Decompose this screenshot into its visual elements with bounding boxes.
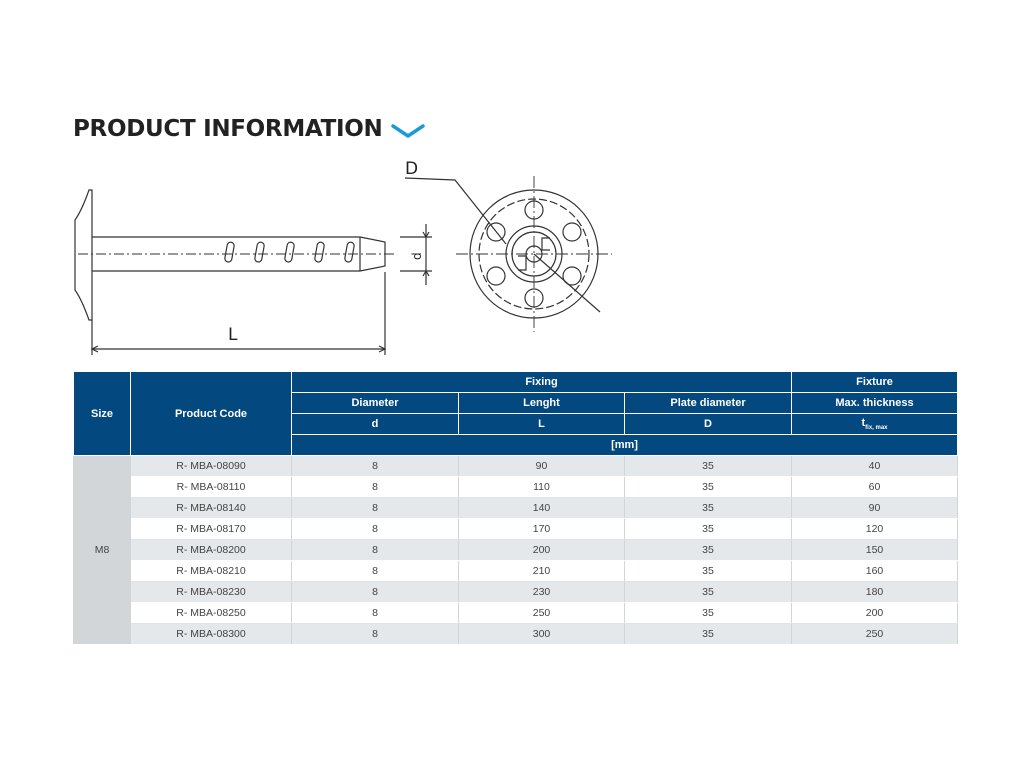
cell-d: 8 — [292, 519, 459, 540]
size-cell: M8 — [74, 456, 131, 645]
page-title: PRODUCT INFORMATION — [73, 116, 383, 142]
cell-l: 200 — [459, 540, 625, 561]
cell-d: 35 — [625, 624, 792, 645]
header-max-thickness: Max. thickness — [792, 393, 958, 414]
header-product-code: Product Code — [131, 372, 292, 456]
table-row — [74, 456, 958, 477]
table-row — [74, 582, 958, 603]
cell-d: 35 — [625, 477, 792, 498]
symbol-t-subscript: fix, max — [865, 425, 888, 431]
cell-l: 90 — [459, 456, 625, 477]
cell-l: 110 — [459, 477, 625, 498]
cell-t: 90 — [792, 498, 958, 519]
header-length: Lenght — [459, 393, 625, 414]
cell-d: 35 — [625, 582, 792, 603]
cell-code: R- MBA-08210 — [131, 561, 292, 582]
cell-l: 250 — [459, 603, 625, 624]
cell-l: 300 — [459, 624, 625, 645]
header-unit: [mm] — [292, 435, 958, 456]
header-symbol-L: L — [459, 414, 625, 435]
cell-l: 170 — [459, 519, 625, 540]
cell-d: 8 — [292, 456, 459, 477]
cell-code: R- MBA-08090 — [131, 456, 292, 477]
cell-d: 8 — [292, 561, 459, 582]
header-size: Size — [74, 372, 131, 456]
table-row — [74, 603, 958, 624]
cell-t: 150 — [792, 540, 958, 561]
header-symbol-t — [792, 414, 958, 435]
cell-d: 35 — [625, 603, 792, 624]
drawing-label-L: L — [228, 325, 238, 345]
header-group-fixture: Fixture — [792, 372, 958, 393]
cell-d: 35 — [625, 519, 792, 540]
drawing-label-D: D — [405, 159, 419, 179]
cell-t: 120 — [792, 519, 958, 540]
cell-t: 160 — [792, 561, 958, 582]
table-body — [74, 456, 958, 645]
cell-t: 60 — [792, 477, 958, 498]
header-symbol-D: D — [625, 414, 792, 435]
cell-code: R- MBA-08200 — [131, 540, 292, 561]
cell-code: R- MBA-08300 — [131, 624, 292, 645]
chevron-down-icon[interactable] — [391, 123, 425, 139]
table-row — [74, 624, 958, 645]
cell-code: R- MBA-08250 — [131, 603, 292, 624]
technical-drawing — [60, 150, 620, 360]
cell-t: 40 — [792, 456, 958, 477]
cell-d: 8 — [292, 603, 459, 624]
table-row — [74, 498, 958, 519]
cell-t: 180 — [792, 582, 958, 603]
table-row — [74, 519, 958, 540]
cell-l: 230 — [459, 582, 625, 603]
cell-d: 8 — [292, 624, 459, 645]
cell-t: 250 — [792, 624, 958, 645]
table-row — [74, 561, 958, 582]
product-spec-table — [73, 371, 958, 645]
cell-d: 8 — [292, 582, 459, 603]
cell-code: R- MBA-08140 — [131, 498, 292, 519]
header-diameter: Diameter — [292, 393, 459, 414]
cell-t: 200 — [792, 603, 958, 624]
cell-d: 8 — [292, 477, 459, 498]
cell-code: R- MBA-08170 — [131, 519, 292, 540]
cell-d: 8 — [292, 498, 459, 519]
cell-l: 210 — [459, 561, 625, 582]
title-row — [73, 116, 425, 142]
cell-d: 35 — [625, 498, 792, 519]
drawing-label-d: d — [410, 252, 424, 260]
table-row — [74, 477, 958, 498]
cell-code: R- MBA-08110 — [131, 477, 292, 498]
cell-code: R- MBA-08230 — [131, 582, 292, 603]
cell-d: 35 — [625, 540, 792, 561]
cell-l: 140 — [459, 498, 625, 519]
header-group-fixing: Fixing — [292, 372, 792, 393]
cell-d: 8 — [292, 540, 459, 561]
header-symbol-d: d — [292, 414, 459, 435]
cell-d: 35 — [625, 561, 792, 582]
header-plate-diameter: Plate diameter — [625, 393, 792, 414]
cell-d: 35 — [625, 456, 792, 477]
table-row — [74, 540, 958, 561]
symbol-t: t — [861, 417, 866, 429]
